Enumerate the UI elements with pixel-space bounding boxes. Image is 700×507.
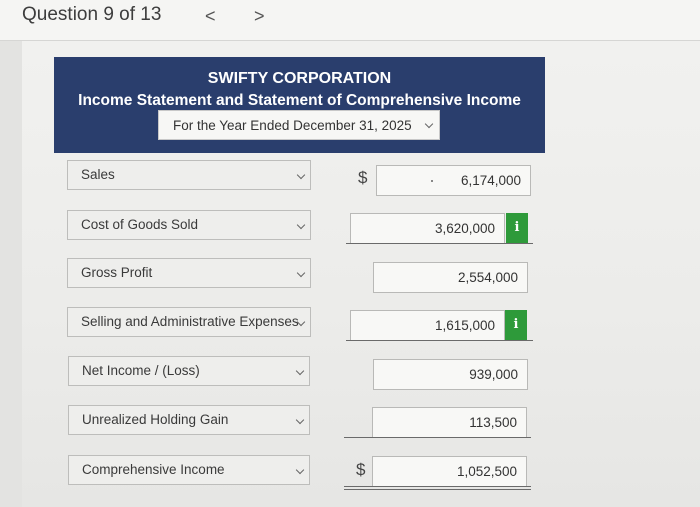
previous-question-icon[interactable]: <: [205, 6, 216, 26]
comprehensive-income-label-select[interactable]: [68, 455, 310, 485]
input-cursor-mark: [431, 180, 433, 182]
dollar-sign: $: [358, 168, 368, 187]
chevron-down-icon: [296, 367, 304, 375]
unrealized-gain-label: Unrealized Holding Gain: [82, 412, 229, 427]
statement-header: [54, 57, 545, 153]
subtotal-underline: [346, 340, 533, 341]
unrealized-gain-amount-input[interactable]: 113,500: [372, 407, 527, 438]
chevron-down-icon: [297, 171, 305, 179]
double-underline: [344, 486, 531, 490]
subtotal-underline: [346, 243, 533, 244]
next-question-icon[interactable]: >: [254, 6, 265, 26]
chevron-down-icon: [296, 466, 304, 474]
chevron-down-icon: [296, 416, 304, 424]
question-header-bar: [0, 0, 700, 41]
sga-amount-input[interactable]: 1,615,000: [350, 310, 505, 341]
net-income-label: Net Income / (Loss): [82, 363, 200, 378]
sales-label: Sales: [81, 167, 115, 182]
cogs-label-select[interactable]: [67, 210, 311, 240]
period-select-value: For the Year Ended December 31, 2025: [173, 118, 412, 133]
comprehensive-income-label: Comprehensive Income: [82, 462, 225, 477]
company-name: SWIFTY CORPORATION: [207, 70, 392, 87]
sga-label: Selling and Administrative Expenses: [81, 314, 299, 329]
subtotal-underline: [344, 437, 531, 438]
question-counter: Question 9 of 13: [22, 4, 162, 25]
gross-profit-amount-input[interactable]: 2,554,000: [373, 262, 528, 293]
period-select[interactable]: [158, 110, 440, 140]
chevron-down-icon: [425, 120, 433, 128]
cogs-amount-input[interactable]: 3,620,000: [350, 213, 505, 244]
left-margin-strip: [0, 41, 22, 507]
sales-label-select[interactable]: [67, 160, 311, 190]
statement-title: Income Statement and Statement of Comprehensive Income: [78, 92, 521, 109]
dollar-sign: $: [356, 460, 366, 479]
sga-label-select[interactable]: [67, 307, 311, 337]
net-income-label-select[interactable]: [68, 356, 310, 386]
chevron-down-icon: [297, 221, 305, 229]
cogs-label: Cost of Goods Sold: [81, 217, 199, 232]
info-icon[interactable]: i: [506, 213, 528, 243]
unrealized-gain-label-select[interactable]: [68, 405, 310, 435]
sales-amount-input[interactable]: 6,174,000: [376, 165, 531, 196]
net-income-amount-input[interactable]: 939,000: [373, 359, 528, 390]
gross-profit-label-select[interactable]: [67, 258, 311, 288]
chevron-down-icon: [297, 269, 305, 277]
info-icon[interactable]: i: [505, 310, 527, 340]
comprehensive-income-amount-input[interactable]: 1,052,500: [372, 456, 527, 487]
gross-profit-label: Gross Profit: [81, 265, 153, 280]
